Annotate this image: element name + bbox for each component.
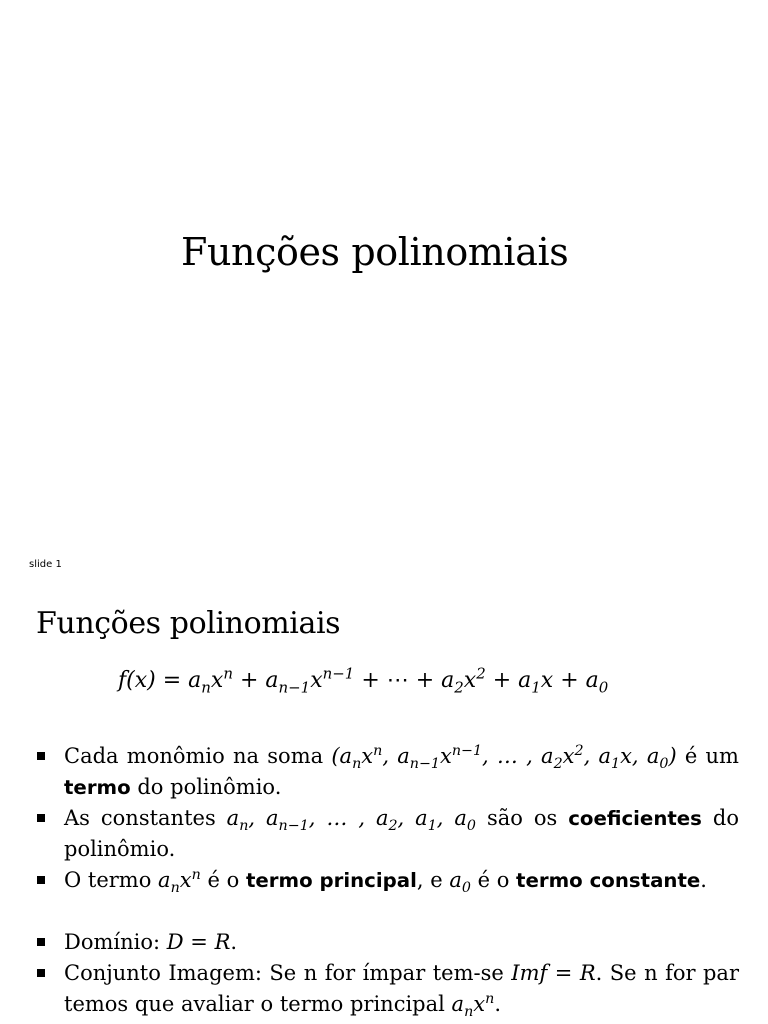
- bullet-text: . Se n for par temos que avaliar o termo principal: [64, 961, 739, 1016]
- bullet-text: .: [494, 992, 502, 1016]
- monomial-tuple: ($a_nx^n$, $a_{n-1}x^{n-1}$, … , $a_2x^2$, $a_1x$, $a_0$): [331, 743, 677, 773]
- image-math: Imf = R: [511, 961, 596, 985]
- bullet-text: As constantes: [64, 806, 216, 830]
- bullet-text: é um: [684, 744, 739, 768]
- slide-2-heading: Funções polinomiais: [36, 606, 341, 641]
- bold-term: termo principal: [245, 869, 417, 892]
- bullet-domain: [36, 927, 739, 958]
- polynomial-formula: $f(x) = a_nx^n + a_{n-1}x^{n-1}$ + ⋯ + $a_2x^2 + a_1x + a_0$: [118, 664, 609, 697]
- bullet-text: é o: [477, 868, 510, 892]
- principal-term-math: $a_nx^n$: [451, 991, 495, 1021]
- bullet-image-set: [36, 958, 739, 1020]
- bullet-text: O termo: [64, 868, 152, 892]
- bold-term: termo: [64, 776, 131, 799]
- domain-math: D = R: [166, 930, 231, 954]
- bullet-text: .: [230, 930, 238, 954]
- slide-number-label: slide 1: [29, 559, 62, 570]
- bullet-term-definition: [36, 741, 739, 803]
- slide-1-title: Funções polinomiais: [181, 230, 569, 274]
- principal-term-math: $a_nx^n$: [158, 867, 201, 897]
- bold-term: termo constante: [516, 869, 701, 892]
- coefficient-list: $a_n$, $a_{n-1}$, … , $a_2$, $a_1$, $a_0$: [226, 806, 476, 835]
- bullet-text: são os: [486, 806, 558, 830]
- bullet-text: do polinômio.: [64, 806, 739, 861]
- bold-term: coeficientes: [568, 807, 702, 830]
- bullet-text: Domínio:: [64, 930, 161, 954]
- bullet-coefficients: [36, 803, 739, 865]
- constant-term-math: $a_0$: [449, 868, 471, 897]
- bullet-text: Conjunto Imagem: Se n for ímpar tem-se: [64, 961, 504, 985]
- bullet-text: é o: [207, 868, 240, 892]
- bullet-text: .: [700, 868, 707, 892]
- bullet-text: Cada monômio na soma: [64, 744, 324, 768]
- polynomial-bullet-list: [36, 741, 739, 1020]
- bullet-principal-term: [36, 865, 739, 896]
- bullet-text: , e: [416, 868, 443, 892]
- bullet-text: do polinômio.: [137, 775, 282, 799]
